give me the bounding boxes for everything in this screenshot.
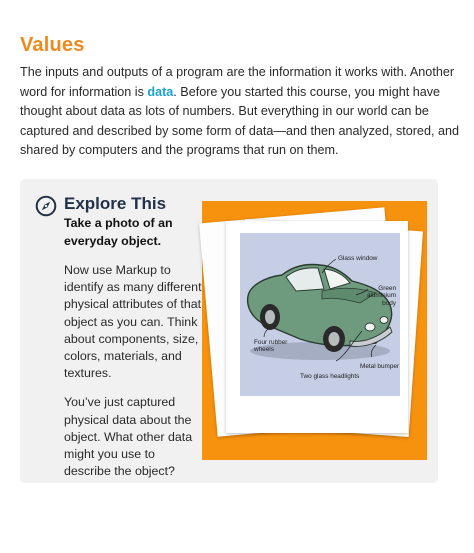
intro-text-end: . Before you started this course, you might have thought about data as lots of numbers. But everything in our world can be captured and described by some form of data—and then analyzed, stored, and shared by computers and the programs that run on them. bbox=[20, 84, 459, 157]
label-two-glass-headlights: Two glass headlights bbox=[300, 373, 360, 380]
label-glass-window: Glass window bbox=[338, 255, 378, 262]
intro-text-start: The inputs and outputs of a program are the information it works with. Another word for information is bbox=[20, 65, 455, 99]
explore-title: Explore This bbox=[64, 194, 167, 213]
annotated-photo bbox=[202, 201, 427, 460]
section-title: Values bbox=[20, 34, 85, 56]
label-four-rubber-wheels: Four rubber wheels bbox=[254, 339, 288, 354]
intro-paragraph bbox=[20, 63, 460, 161]
data-term-link[interactable]: data bbox=[147, 84, 174, 99]
explore-instructions bbox=[64, 215, 204, 492]
explore-lead: Take a photo of an everyday object. bbox=[64, 216, 173, 248]
label-green-aluminium-body: Green aluminium body bbox=[366, 285, 396, 307]
explore-paragraph-1: Now use Markup to identify as many different physical attributes of that object as you can. Think about components, size, colors, materials, and textures. bbox=[64, 263, 202, 381]
explore-this-card bbox=[20, 179, 438, 483]
compass-icon bbox=[35, 195, 57, 217]
car-illustration bbox=[240, 233, 400, 396]
label-metal-bumper: Metal bumper bbox=[360, 363, 400, 370]
explore-paragraph-2: You’ve just captured physical data about the object. What other data might you use to describe the object? bbox=[64, 395, 193, 479]
